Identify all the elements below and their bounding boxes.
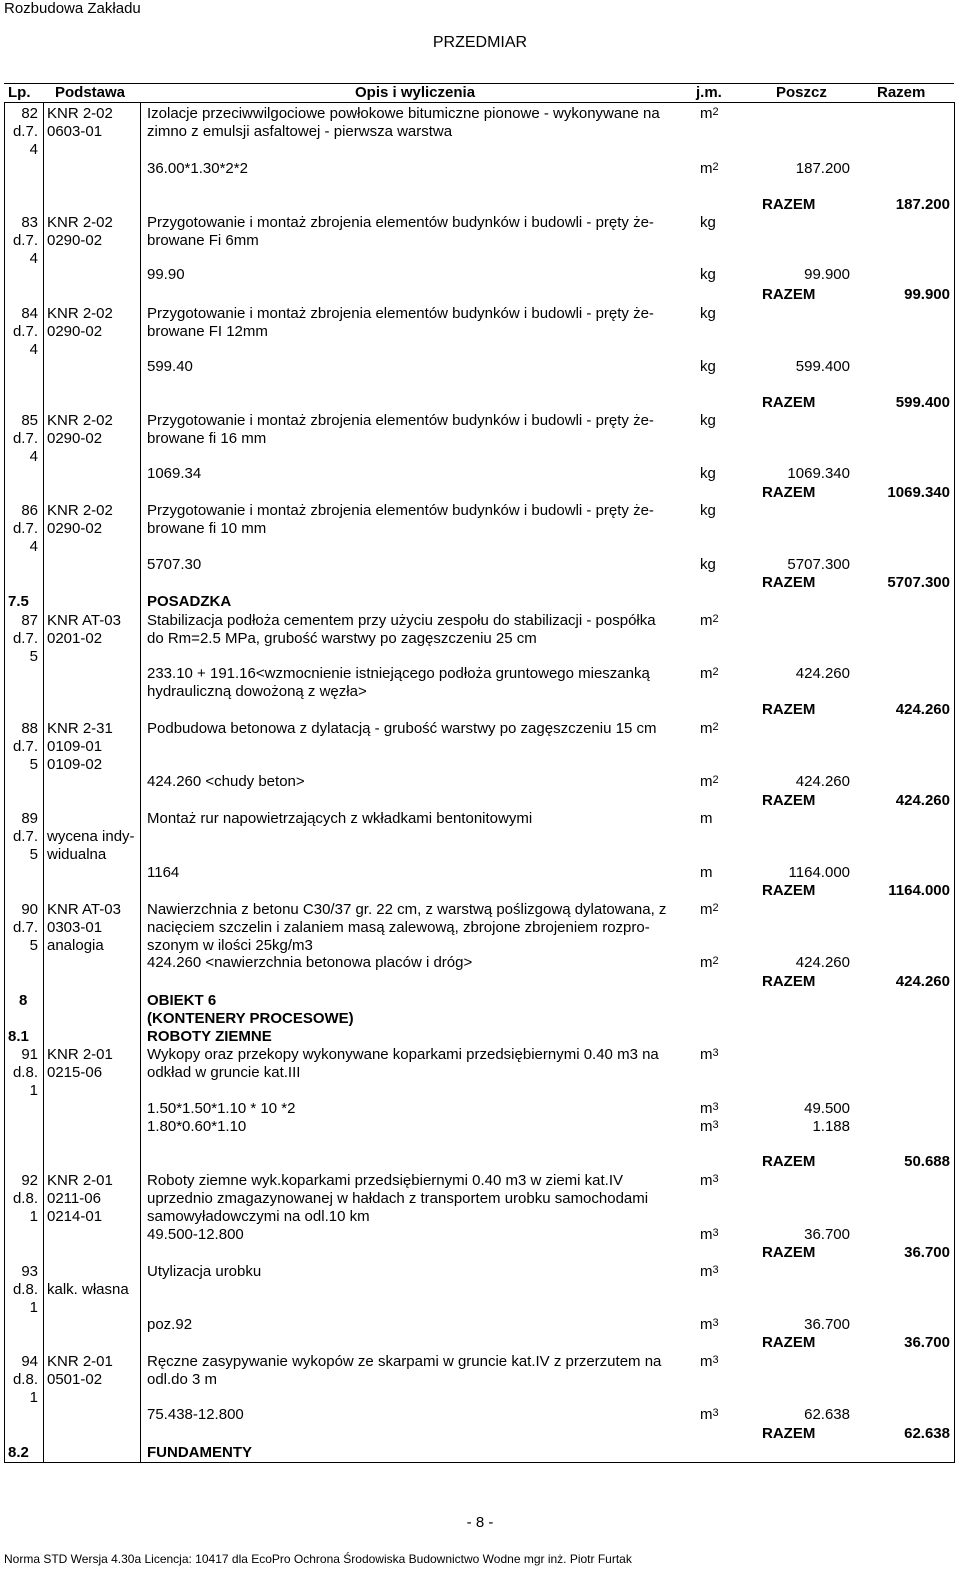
item-lp: 94	[21, 1353, 38, 1370]
column-divider	[140, 102, 141, 1463]
page-footer: Norma STD Wersja 4.30a Licencja: 10417 dla EcoPro Ochrona Środowiska Budownictwo Wodne mgr inż. Piotr Furtak	[4, 1552, 632, 1566]
item-lp: 84	[21, 305, 38, 322]
calc-unit: $m^3$	[700, 1406, 719, 1423]
section-title: POSADZKA	[147, 593, 232, 610]
section-number: 8.2	[8, 1444, 29, 1461]
item-description: Przygotowanie i montaż zbrojenia elementów budynków i budowli - pręty że-	[147, 305, 654, 322]
item-podstawa: KNR 2-01	[47, 1353, 113, 1370]
table-bottom-border	[4, 1462, 954, 1463]
item-podstawa: KNR AT-03	[47, 901, 121, 918]
section-number: 7.5	[8, 593, 29, 610]
calc-expression: poz.92	[147, 1316, 193, 1333]
calc-unit: $m^3$	[700, 1100, 719, 1117]
item-description: do Rm=2.5 MPa, grubość warstwy po zagęszczeniu 25 cm	[147, 630, 537, 647]
razem-value: 99.900	[904, 286, 950, 303]
item-podstawa: KNR 2-01	[47, 1046, 113, 1063]
item-lp: d.8.	[12, 1064, 38, 1081]
page-number: - 8 -	[466, 1514, 494, 1531]
item-lp: 85	[21, 412, 38, 429]
razem-label: RAZEM	[762, 973, 816, 990]
calc-value: 424.260	[795, 773, 850, 790]
calc-expression: 424.260 <chudy beton>	[147, 773, 305, 790]
item-description: browane Fi 6mm	[147, 232, 259, 249]
item-podstawa: 0290-02	[47, 430, 103, 447]
calc-unit: $m^2$	[700, 160, 719, 177]
item-description: Przygotowanie i montaż zbrojenia elementów budynków i budowli - pręty że-	[147, 502, 654, 519]
razem-value: 424.260	[895, 792, 950, 809]
razem-label: RAZEM	[762, 1153, 816, 1170]
section-title: ROBOTY ZIEMNE	[147, 1028, 272, 1045]
page-title: PRZEDMIAR	[432, 34, 528, 51]
calc-value: 1164.000	[788, 864, 850, 881]
razem-label: RAZEM	[762, 196, 816, 213]
razem-label: RAZEM	[762, 1425, 816, 1442]
table-right-border	[954, 102, 955, 1463]
calc-expression: 1069.34	[147, 465, 202, 482]
item-lp: 4	[29, 250, 38, 267]
calc-unit: $m^2$	[700, 773, 719, 790]
razem-value: 5707.300	[887, 574, 950, 591]
item-lp: d.7.	[12, 123, 38, 140]
calc-value: 36.700	[804, 1226, 850, 1243]
item-unit: kg	[700, 502, 716, 519]
calc-value: 424.260	[795, 954, 850, 971]
item-unit: $m^3$	[700, 1172, 719, 1189]
calc-expression: 599.40	[147, 358, 193, 375]
item-podstawa: 0290-02	[47, 232, 103, 249]
item-lp: 90	[21, 901, 38, 918]
item-description: Roboty ziemne wyk.koparkami przedsiębiernymi 0.40 m3 w ziemi kat.IV	[147, 1172, 624, 1189]
item-description: szonym w ilości 25kg/m3	[147, 937, 313, 954]
column-header-razem: Razem	[877, 84, 926, 101]
item-lp: d.7.	[12, 520, 38, 537]
calc-expression: 5707.30	[147, 556, 202, 573]
column-divider	[43, 102, 44, 1463]
item-description: odkład w gruncie kat.III	[147, 1064, 301, 1081]
item-description: nacięciem szczelin i zalaniem masą zalewową, zbrojone zbrojeniem rozpro-	[147, 919, 650, 936]
item-lp: 92	[21, 1172, 38, 1189]
item-lp: d.7.	[12, 738, 38, 755]
section-title: FUNDAMENTY	[147, 1444, 252, 1461]
column-header-opis: Opis i wyliczenia	[355, 84, 476, 101]
item-podstawa: kalk. własna	[47, 1281, 129, 1298]
item-podstawa: KNR 2-02	[47, 305, 113, 322]
calc-expression: 75.438-12.800	[147, 1406, 244, 1423]
item-lp: d.7.	[12, 919, 38, 936]
razem-value: 62.638	[904, 1425, 950, 1442]
item-podstawa: 0290-02	[47, 323, 103, 340]
item-lp: 88	[21, 720, 38, 737]
razem-value: 1164.000	[888, 882, 950, 899]
item-description: Nawierzchnia z betonu C30/37 gr. 22 cm, z warstwą poślizgową dylatowana, z	[147, 901, 667, 918]
razem-label: RAZEM	[762, 484, 816, 501]
item-lp: 86	[21, 502, 38, 519]
calc-unit: kg	[700, 556, 716, 573]
item-description: browane FI 12mm	[147, 323, 268, 340]
item-description: Przygotowanie i montaż zbrojenia elementów budynków i budowli - pręty że-	[147, 214, 654, 231]
item-lp: d.7.	[12, 323, 38, 340]
calc-value: 62.638	[804, 1406, 850, 1423]
item-lp: 5	[29, 648, 38, 665]
item-lp: 5	[29, 937, 38, 954]
item-lp: d.7.	[12, 630, 38, 647]
razem-label: RAZEM	[762, 574, 816, 591]
item-unit: $m^2$	[700, 612, 719, 629]
item-description: browane fi 10 mm	[147, 520, 267, 537]
item-description: Utylizacja urobku	[147, 1263, 262, 1280]
item-podstawa: KNR 2-31	[47, 720, 113, 737]
calc-unit: $m^3$	[700, 1316, 719, 1333]
item-lp: 83	[21, 214, 38, 231]
item-lp: 91	[21, 1046, 38, 1063]
item-unit: $m^2$	[700, 720, 719, 737]
calc-value: 424.260	[795, 665, 850, 682]
item-description: Wykopy oraz przekopy wykonywane koparkami przedsiębiernymi 0.40 m3 na	[147, 1046, 659, 1063]
section-number: 8	[19, 992, 28, 1009]
item-podstawa: 0290-02	[47, 520, 103, 537]
item-description: zimno z emulsji asfaltowej - pierwsza warstwa	[147, 123, 453, 140]
item-unit: $m^3$	[700, 1046, 719, 1063]
item-podstawa: KNR 2-02	[47, 105, 113, 122]
item-podstawa: 0603-01	[47, 123, 103, 140]
item-lp: d.7.	[12, 232, 38, 249]
column-header-jm: j.m.	[696, 84, 722, 101]
razem-value: 424.260	[895, 701, 950, 718]
razem-label: RAZEM	[762, 394, 816, 411]
calc-unit: m	[700, 864, 713, 881]
razem-value: 36.700	[904, 1334, 950, 1351]
item-unit: $m^3$	[700, 1263, 719, 1280]
item-podstawa: KNR 2-02	[47, 412, 113, 429]
calc-expression: 1164	[147, 864, 180, 881]
calc-value: 49.500	[804, 1100, 850, 1117]
razem-value: 187.200	[895, 196, 950, 213]
section-subtitle: (KONTENERY PROCESOWE)	[147, 1010, 354, 1027]
razem-value: 599.400	[895, 394, 950, 411]
item-podstawa: 0201-02	[47, 630, 103, 647]
calc-unit: kg	[700, 358, 716, 375]
razem-label: RAZEM	[762, 792, 816, 809]
item-description: samowyładowczymi na odl.10 km	[147, 1208, 370, 1225]
item-lp: 93	[21, 1263, 38, 1280]
section-number: 8.1	[8, 1028, 29, 1045]
item-lp: 4	[29, 141, 38, 158]
item-lp: 4	[29, 341, 38, 358]
item-lp: d.7.	[12, 828, 38, 845]
razem-value: 424.260	[895, 973, 950, 990]
item-lp: 1	[29, 1082, 38, 1099]
item-description: odl.do 3 m	[147, 1371, 218, 1388]
item-podstawa: widualna	[47, 846, 107, 863]
item-lp: 4	[29, 538, 38, 555]
razem-label: RAZEM	[762, 882, 816, 899]
item-lp: 5	[29, 756, 38, 773]
item-podstawa: 0215-06	[47, 1064, 103, 1081]
item-lp: 1	[29, 1389, 38, 1406]
calc-expression: 99.90	[147, 266, 185, 283]
razem-label: RAZEM	[762, 701, 816, 718]
calc-value: 36.700	[804, 1316, 850, 1333]
calc-unit: $m^2$	[700, 665, 719, 682]
item-lp: 89	[21, 810, 38, 827]
item-lp: d.7.	[12, 430, 38, 447]
razem-value: 50.688	[904, 1153, 950, 1170]
item-description: Podbudowa betonowa z dylatacją - grubość warstwy po zagęszczeniu 15 cm	[147, 720, 657, 737]
section-title: OBIEKT 6	[147, 992, 217, 1009]
item-description: Izolacje przeciwwilgociowe powłokowe bitumiczne pionowe - wykonywane na	[147, 105, 660, 122]
item-description: uprzednio zmagazynowanej w hałdach z transportem urobku samochodami	[147, 1190, 649, 1207]
column-header-podstawa: Podstawa	[55, 84, 126, 101]
item-podstawa: analogia	[47, 937, 104, 954]
item-lp: 87	[21, 612, 38, 629]
calc-value: 1.188	[812, 1118, 850, 1135]
item-podstawa: 0214-01	[47, 1208, 103, 1225]
item-podstawa: wycena indy-	[47, 828, 135, 845]
calc-value: 599.400	[795, 358, 850, 375]
razem-label: RAZEM	[762, 286, 816, 303]
calc-value: 99.900	[804, 266, 850, 283]
calc-value: 5707.300	[787, 556, 850, 573]
item-podstawa: KNR 2-01	[47, 1172, 113, 1189]
item-podstawa: 0501-02	[47, 1371, 103, 1388]
item-lp: 4	[29, 448, 38, 465]
item-lp: d.8.	[12, 1281, 38, 1298]
calc-expression: hydrauliczną dowożoną z węzła>	[147, 683, 367, 700]
item-unit: kg	[700, 305, 716, 322]
table-header-border	[4, 102, 954, 103]
item-description: Montaż rur napowietrzających z wkładkami bentonitowymi	[147, 810, 533, 827]
item-lp: 1	[29, 1299, 38, 1316]
item-unit: kg	[700, 412, 716, 429]
item-podstawa: 0211-06	[47, 1190, 101, 1207]
razem-value: 36.700	[904, 1244, 950, 1261]
item-podstawa: 0303-01	[47, 919, 103, 936]
calc-unit: kg	[700, 266, 716, 283]
calc-unit: kg	[700, 465, 716, 482]
item-lp: 1	[29, 1208, 38, 1225]
calc-unit: $m^2$	[700, 954, 719, 971]
calc-expression: 233.10 + 191.16<wzmocnienie istniejącego podłoża gruntowego mieszanką	[147, 665, 650, 682]
item-description: browane fi 16 mm	[147, 430, 267, 447]
item-unit: $m^2$	[700, 901, 719, 918]
column-header-poszcz: Poszcz	[776, 84, 827, 101]
calc-value: 1069.340	[787, 465, 850, 482]
item-lp: 5	[29, 846, 38, 863]
calc-expression: 1.80*0.60*1.10	[147, 1118, 247, 1135]
calc-expression: 1.50*1.50*1.10 * 10 *2	[147, 1100, 296, 1117]
item-description: Ręczne zasypywanie wykopów ze skarpami w gruncie kat.IV z przerzutem na	[147, 1353, 662, 1370]
item-podstawa: KNR 2-02	[47, 502, 113, 519]
item-lp: 82	[21, 105, 38, 122]
item-lp: d.8.	[12, 1371, 38, 1388]
razem-value: 1069.340	[887, 484, 950, 501]
item-podstawa: KNR 2-02	[47, 214, 113, 231]
calc-expression: 424.260 <nawierzchnia betonowa placów i dróg>	[147, 954, 473, 971]
calc-unit: $m^3$	[700, 1226, 719, 1243]
calc-expression: 49.500-12.800	[147, 1226, 244, 1243]
column-header-lp: Lp.	[8, 84, 31, 101]
item-unit: $m^2$	[700, 105, 719, 122]
item-description: Stabilizacja podłoża cementem przy użyciu zespołu do stabilizacji - pospółka	[147, 612, 656, 629]
item-podstawa: 0109-02	[47, 756, 103, 773]
calc-unit: $m^3$	[700, 1118, 719, 1135]
calc-expression: 36.00*1.30*2*2	[147, 160, 248, 177]
item-lp: d.8.	[12, 1190, 38, 1207]
razem-label: RAZEM	[762, 1244, 816, 1261]
item-podstawa: 0109-01	[47, 738, 103, 755]
item-description: Przygotowanie i montaż zbrojenia elementów budynków i budowli - pręty że-	[147, 412, 654, 429]
razem-label: RAZEM	[762, 1334, 816, 1351]
item-unit: $m^3$	[700, 1353, 719, 1370]
item-podstawa: KNR AT-03	[47, 612, 121, 629]
document-header: Rozbudowa Zakładu	[4, 0, 141, 17]
calc-value: 187.200	[795, 160, 850, 177]
item-unit: kg	[700, 214, 716, 231]
item-unit: m	[700, 810, 713, 827]
